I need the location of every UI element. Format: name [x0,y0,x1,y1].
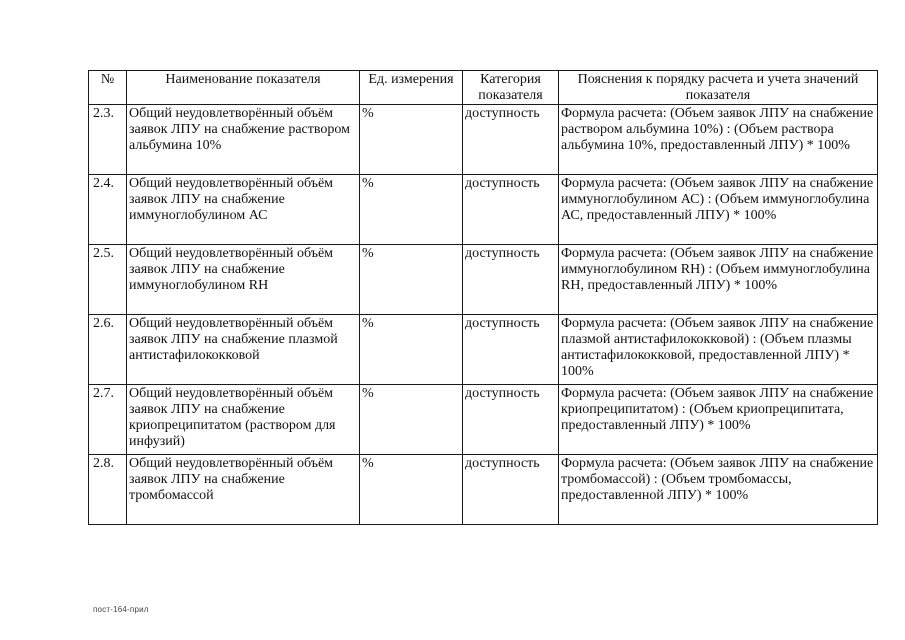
row-explanation: Формула расчета: (Объем заявок ЛПУ на снабжение раствором альбумина 10%) : (Объем раствора альбумина 10%, предоставленный ЛПУ) * 100% [559,105,878,175]
header-name: Наименование показателя [127,71,360,105]
row-num: 2.6. [89,315,127,385]
header-unit: Ед. измерения [360,71,463,105]
row-unit: % [360,315,463,385]
table-row [89,315,878,385]
row-name: Общий неудовлетворённый объём заявок ЛПУ на снабжение иммуноглобулином АС [127,175,360,245]
table-row [89,455,878,525]
row-category: доступность [463,105,559,175]
table-row [89,245,878,315]
table-header-row [89,71,878,105]
table-row [89,105,878,175]
row-name: Общий неудовлетворённый объём заявок ЛПУ на снабжение иммуноглобулином RH [127,245,360,315]
row-num: 2.5. [89,245,127,315]
header-num: № [89,71,127,105]
row-category: доступность [463,455,559,525]
row-num: 2.4. [89,175,127,245]
row-unit: % [360,455,463,525]
footer-note: пост-164-прил [93,605,149,614]
row-explanation: Формула расчета: (Объем заявок ЛПУ на снабжение плазмой антистафилококковой) : (Объем плазмы антистафилококковой, предоставленной ЛПУ) * 100% [559,315,878,385]
row-explanation: Формула расчета: (Объем заявок ЛПУ на снабжение иммуноглобулином АС) : (Объем иммуноглобулина АС, предоставленный ЛПУ) * 100% [559,175,878,245]
header-explanation: Пояснения к порядку расчета и учета значений показателя [559,71,878,105]
header-category: Категория показателя [463,71,559,105]
row-category: доступность [463,175,559,245]
row-unit: % [360,385,463,455]
row-name: Общий неудовлетворённый объём заявок ЛПУ на снабжение криопреципитатом (раствором для инфузий) [127,385,360,455]
row-category: доступность [463,385,559,455]
indicators-table [88,70,878,525]
row-explanation: Формула расчета: (Объем заявок ЛПУ на снабжение иммуноглобулином RH) : (Объем иммуноглобулина RH, предоставленный ЛПУ) * 100% [559,245,878,315]
row-unit: % [360,105,463,175]
row-unit: % [360,175,463,245]
row-num: 2.7. [89,385,127,455]
row-explanation: Формула расчета: (Объем заявок ЛПУ на снабжение тромбомассой) : (Объем тромбомассы, предоставленной ЛПУ) * 100% [559,455,878,525]
table-row [89,175,878,245]
row-name: Общий неудовлетворённый объём заявок ЛПУ на снабжение тромбомассой [127,455,360,525]
row-category: доступность [463,315,559,385]
row-name: Общий неудовлетворённый объём заявок ЛПУ на снабжение раствором альбумина 10% [127,105,360,175]
row-category: доступность [463,245,559,315]
row-unit: % [360,245,463,315]
row-name: Общий неудовлетворённый объём заявок ЛПУ на снабжение плазмой антистафилококковой [127,315,360,385]
row-explanation: Формула расчета: (Объем заявок ЛПУ на снабжение криопреципитатом) : (Объем криопреципитата, предоставленный ЛПУ) * 100% [559,385,878,455]
table-row [89,385,878,455]
row-num: 2.3. [89,105,127,175]
row-num: 2.8. [89,455,127,525]
